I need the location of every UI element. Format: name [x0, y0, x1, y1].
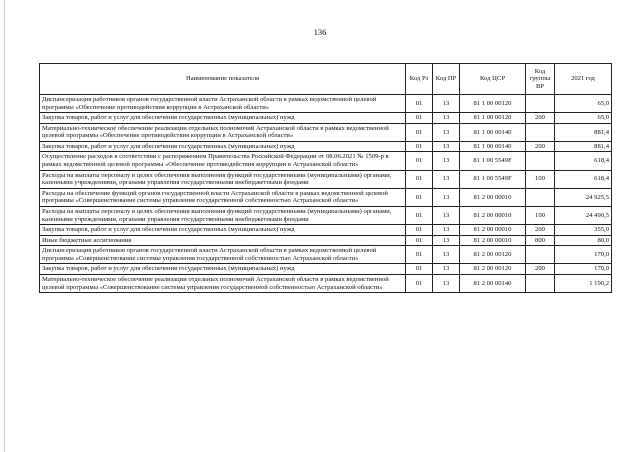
cell-csr: 81 2 00 00010: [460, 235, 526, 246]
budget-table: [39, 63, 612, 293]
cell-sum: 881,4: [555, 123, 612, 141]
cell-pr: 13: [433, 235, 460, 246]
cell-csr: 81 1 00 00120: [460, 113, 526, 124]
cell-pr: 13: [433, 188, 460, 206]
cell-rz: 01: [406, 141, 433, 152]
cell-csr: 81 2 00 00120: [460, 246, 526, 264]
cell-csr: 81 2 00 00010: [460, 188, 526, 206]
cell-rz: 01: [406, 188, 433, 206]
page-number: 136: [313, 27, 327, 37]
cell-pr: 13: [433, 95, 460, 113]
cell-rz: 01: [406, 123, 433, 141]
cell-vr: 200: [526, 225, 555, 236]
header-pr: Код ПР: [433, 64, 460, 95]
cell-sum: 80,0: [555, 235, 612, 246]
table-row: [40, 246, 612, 264]
table-row: [40, 225, 612, 236]
cell-name: Материально-техническое обеспечение реализации отдельных полномочий Астраханской области в рамках ведомственной целевой программы «Обеспечение противодействия коррупции в Астраханской области»: [40, 123, 406, 141]
cell-pr: 13: [433, 206, 460, 224]
cell-rz: 01: [406, 274, 433, 292]
cell-vr: 200: [526, 113, 555, 124]
cell-rz: 01: [406, 225, 433, 236]
cell-sum: 618,4: [555, 152, 612, 170]
cell-pr: 13: [433, 246, 460, 264]
header-csr: Код ЦСР: [460, 64, 526, 95]
cell-csr: 81 1 00 5549F: [460, 152, 526, 170]
cell-rz: 01: [406, 152, 433, 170]
cell-name: Осуществление расходов в соответствии с распоряжением Правительства Российской Федерации от 08.06.2021 № 1509-р в рамках ведомственной целевой программы «Обеспечение противодействия коррупции в Астраханской области»: [40, 152, 406, 170]
cell-name: Закупка товаров, работ и услуг для обеспечения государственных (муниципальных) нужд: [40, 141, 406, 152]
cell-csr: 81 2 00 00140: [460, 274, 526, 292]
cell-vr: [526, 188, 555, 206]
table-row: [40, 264, 612, 275]
cell-pr: 13: [433, 264, 460, 275]
table-row: [40, 235, 612, 246]
cell-vr: [526, 123, 555, 141]
header-rz: Код Рз: [406, 64, 433, 95]
cell-pr: 13: [433, 123, 460, 141]
cell-name: Закупка товаров, работ и услуг для обеспечения государственных (муниципальных) нужд: [40, 264, 406, 275]
cell-rz: 01: [406, 246, 433, 264]
cell-pr: 13: [433, 113, 460, 124]
cell-name: Расходы на выплаты персоналу в целях обеспечения выполнения функций государственными (муниципальными) органами, казенными учреждениями, органами управления государственными внебюджетными фондами: [40, 170, 406, 188]
cell-vr: [526, 152, 555, 170]
table-row: [40, 170, 612, 188]
cell-rz: 01: [406, 113, 433, 124]
table-row: [40, 141, 612, 152]
cell-pr: 13: [433, 141, 460, 152]
header-year: 2021 год: [555, 64, 612, 95]
cell-pr: 13: [433, 170, 460, 188]
cell-vr: 100: [526, 206, 555, 224]
cell-vr: 100: [526, 170, 555, 188]
cell-rz: 01: [406, 206, 433, 224]
table-body: [40, 95, 612, 293]
cell-name: Диспансеризация работников органов государственной власти Астраханской области в рамках ведомственной целевой программы «Совершенствование системы управления государственной собственностью Астраханской области»: [40, 246, 406, 264]
cell-sum: 65,0: [555, 95, 612, 113]
table-row: [40, 152, 612, 170]
cell-sum: 618,4: [555, 170, 612, 188]
cell-rz: 01: [406, 235, 433, 246]
cell-csr: 81 2 00 00010: [460, 206, 526, 224]
cell-sum: 881,4: [555, 141, 612, 152]
cell-rz: 01: [406, 95, 433, 113]
cell-sum: 355,0: [555, 225, 612, 236]
header-name: Наименование показателя: [40, 64, 406, 95]
cell-csr: 81 1 00 00140: [460, 141, 526, 152]
cell-name: Закупка товаров, работ и услуг для обеспечения государственных (муниципальных) нужд: [40, 113, 406, 124]
header-vr: Код группы ВР: [526, 64, 555, 95]
cell-name: Закупка товаров, работ и услуг для обеспечения государственных (муниципальных) нужд: [40, 225, 406, 236]
table-row: [40, 123, 612, 141]
cell-sum: 24 490,5: [555, 206, 612, 224]
cell-sum: 1 190,2: [555, 274, 612, 292]
cell-pr: 13: [433, 274, 460, 292]
cell-sum: 170,0: [555, 264, 612, 275]
cell-name: Иные бюджетные ассигнования: [40, 235, 406, 246]
table-row: [40, 113, 612, 124]
table-row: [40, 188, 612, 206]
table-row: [40, 206, 612, 224]
table-row: [40, 95, 612, 113]
cell-name: Материально-техническое обеспечение реализации отдельных полномочий Астраханской области в рамках ведомственной целевой программы «Совершенствование системы управления государственной собственностью Астраханской области»: [40, 274, 406, 292]
cell-sum: 170,0: [555, 246, 612, 264]
table-row: [40, 274, 612, 292]
cell-sum: 24 925,5: [555, 188, 612, 206]
cell-vr: [526, 274, 555, 292]
cell-csr: 81 1 00 00140: [460, 123, 526, 141]
cell-csr: 81 2 00 00010: [460, 225, 526, 236]
cell-vr: [526, 246, 555, 264]
cell-csr: 81 1 00 00120: [460, 95, 526, 113]
cell-pr: 13: [433, 225, 460, 236]
cell-name: Расходы на обеспечение функций органов государственной власти Астраханской области в рамках ведомственной целевой программы «Совершенствование системы управления государственной собственностью Астраханской области»: [40, 188, 406, 206]
cell-vr: 800: [526, 235, 555, 246]
cell-name: Диспансеризация работников органов государственной власти Астраханской области в рамках ведомственной целевой программы «Обеспечение противодействия коррупции в Астраханской области»: [40, 95, 406, 113]
cell-rz: 01: [406, 170, 433, 188]
cell-sum: 65,0: [555, 113, 612, 124]
table-header-row: [40, 64, 612, 95]
cell-pr: 13: [433, 152, 460, 170]
cell-vr: 200: [526, 141, 555, 152]
page-edge-line: [4, 0, 5, 452]
cell-vr: 200: [526, 264, 555, 275]
cell-name: Расходы на выплаты персоналу в целях обеспечения выполнения функций государственными (муниципальными) органами, казенными учреждениями, органами управления государственными внебюджетными фондами: [40, 206, 406, 224]
cell-vr: [526, 95, 555, 113]
cell-csr: 81 2 00 00120: [460, 264, 526, 275]
cell-rz: 01: [406, 264, 433, 275]
cell-csr: 81 1 00 5549F: [460, 170, 526, 188]
